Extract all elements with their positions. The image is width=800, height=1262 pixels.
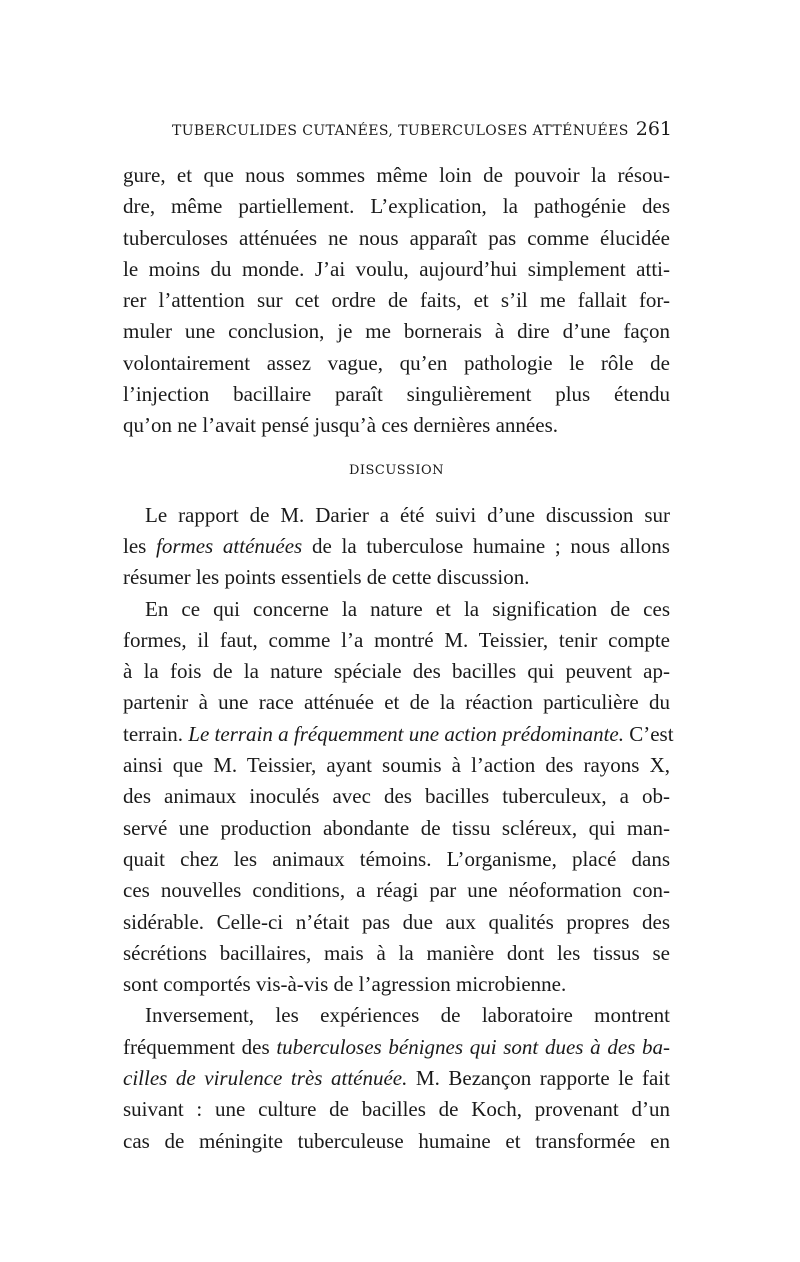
page-header	[172, 118, 672, 148]
text-line: En ce qui concerne la nature et la signification de ces	[145, 596, 670, 621]
text-line: partenir à une race atténuée et de la réaction particulière du	[123, 690, 670, 715]
text-line: muler une conclusion, je me bornerais à dire d’une façon	[123, 319, 670, 344]
text-line: cas de méningite tuberculeuse humaine et transformée en	[123, 1128, 670, 1153]
text-line	[123, 531, 670, 562]
italic-span: Le terrain a fréquemment une action prédominante.	[188, 721, 624, 746]
paragraph-discussion-intro	[123, 500, 670, 594]
text-line: servé une production abondante de tissu scléreux, qui man-	[123, 815, 670, 840]
text-span: C’est	[623, 721, 674, 746]
text-line: des animaux inoculés avec des bacilles tuberculeux, a ob-	[123, 784, 670, 809]
text-line	[123, 719, 674, 750]
paragraph-conclusion	[123, 160, 670, 442]
text-line: l’injection bacillaire paraît singulièrement plus étendu	[123, 382, 670, 407]
italic-span: tuberculoses bénignes qui sont dues à des ba-	[276, 1034, 670, 1059]
text-span: de la tuberculose humaine ; nous allons	[302, 533, 670, 558]
text-line: volontairement assez vague, qu’en pathologie le rôle de	[123, 350, 670, 375]
text-line: sécrétions bacillaires, mais à la manière dont les tissus se	[123, 940, 670, 965]
text-line: qu’on ne l’avait pensé jusqu’à ces dernières années.	[123, 413, 558, 438]
text-line: ainsi que M. Teissier, ayant soumis à l’action des rayons X,	[123, 753, 670, 778]
text-line: formes, il faut, comme l’a montré M. Teissier, tenir compte	[123, 627, 670, 652]
text-line	[123, 1063, 670, 1094]
text-line: gure, et que nous sommes même loin de pouvoir la résou-	[123, 163, 670, 187]
text-line: tuberculoses atténuées ne nous apparaît pas comme élucidée	[123, 225, 670, 250]
page-number: 261	[635, 118, 672, 140]
text-line: suivant : une culture de bacilles de Koch, provenant d’un	[123, 1097, 670, 1122]
text-span: terrain.	[123, 721, 189, 746]
paragraph-laboratory	[123, 1000, 670, 1156]
text-line: le moins du monde. J’ai voulu, aujourd’hui simplement atti-	[123, 256, 670, 281]
running-head: TUBERCULIDES CUTANÉES, TUBERCULOSES ATTÉNUÉES	[172, 123, 629, 139]
paragraph-nature-signification	[123, 594, 674, 1001]
text-line: Le rapport de M. Darier a été suivi d’une discussion sur	[145, 502, 670, 527]
text-line: Inversement, les expériences de laboratoire montrent	[145, 1003, 670, 1028]
italic-span: formes atténuées	[156, 533, 303, 558]
text-line: sont comportés vis-à-vis de l’agression microbienne.	[123, 972, 567, 997]
text-span: les	[123, 533, 157, 558]
text-line: résumer les points essentiels de cette discussion.	[123, 565, 530, 590]
section-title: DISCUSSION	[348, 462, 445, 478]
text-line: à la fois de la nature spéciale des bacilles qui peuvent ap-	[123, 659, 670, 684]
body-text	[123, 160, 674, 1157]
text-line: quait chez les animaux témoins. L’organisme, placé dans	[123, 846, 670, 871]
text-line: sidérable. Celle-ci n’était pas due aux qualités propres des	[123, 909, 670, 934]
text-line: rer l’attention sur cet ordre de faits, et s’il me fallait for-	[123, 288, 670, 313]
text-line	[123, 1032, 670, 1063]
text-span: fréquemment des	[123, 1034, 277, 1059]
text-line: dre, même partiellement. L’explication, la pathogénie des	[123, 194, 670, 219]
text-line: ces nouvelles conditions, a réagi par une néoformation con-	[123, 878, 670, 903]
text-span: M. Bezançon rapporte le fait	[407, 1066, 670, 1091]
italic-span: cilles de virulence très atténuée.	[123, 1066, 408, 1091]
